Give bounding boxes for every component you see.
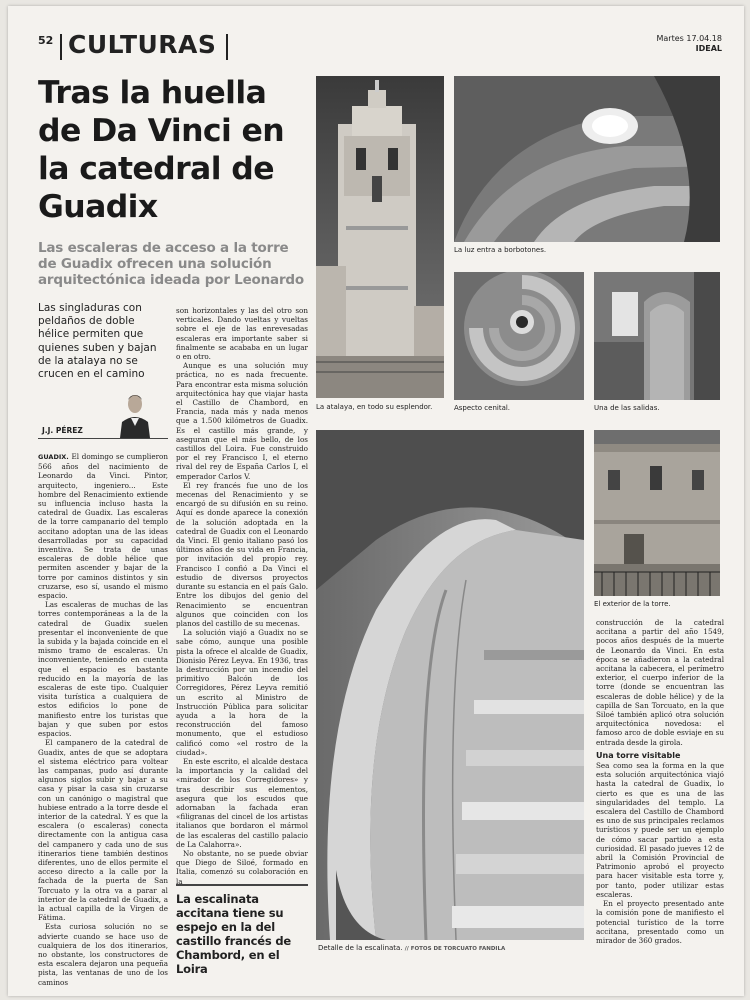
paragraph: En el proyecto presentado ante la comisión pone de manifiesto el potencial turístico de la torre accitana, presentado como un mirador de 360 grados. — [596, 899, 724, 945]
header-divider — [60, 34, 62, 60]
paragraph: construcción de la catedral accitana a partir del año 1549, pocos años después de la muerte de Leonardo da Vinci. En esta época se añadieron a la catedral accitana la cabecera, el perímetro exterior, el cuerpo inferior de la torre (donde se encuentran las escaleras de doble hélice) y de la capilla de San Torcuato, en la que Siloé también aplicó otra solución arquitectónica novedosa: el famoso arco de doble esviaje en su entrada desde la girola. — [596, 618, 724, 747]
issue-date: Martes 17.04.18 — [656, 34, 722, 43]
author-byline: J.J. PÉREZ — [42, 426, 83, 435]
issue-info — [657, 34, 723, 54]
paragraph: En este escrito, el alcalde destaca la importancia y la calidad del «mirador de los Corregidores» y tras describir sus elementos, asegura que los escudos que adornaban la fachada eran «filigranas del cincel de los artistas italianos que bordaron el mármol de las escaleras del castillo palacio de La Calahorra». — [176, 756, 308, 849]
page-number: 52 — [38, 34, 54, 47]
staircase-photo — [316, 430, 584, 940]
photo-caption: Aspecto cenital. — [454, 404, 511, 412]
tower-photo — [316, 76, 444, 398]
light-photo — [454, 76, 720, 242]
header-divider — [226, 34, 228, 60]
photo-caption: La luz entra a borbotones. — [454, 246, 547, 254]
exterior-photo — [594, 430, 720, 596]
paragraph: El campanero de la catedral de Guadix, antes de que se adoptara el sistema eléctrico para voltear las campanas, pudo así durante algunos siglos subir y bajar a su casa y pisar la casa sin cruzarse con un canónigo o magistral que hubiese entrado a la torre desde el interior de la catedral. Y es que la escalera (o escaleras) conecta directamente con la antigua casa del campanero y cada uno de sus itinerarios tiene también destinos diferentes, uno de ellos permite el acceso directo a la calle por la fachada de la puerta de San Torcuato y la otra va a parar al interior de la catedral de Guadix, a la actual capilla de la Virgen de Fátima. — [38, 738, 168, 923]
paragraph: El rey francés fue uno de los mecenas del Renacimiento y se encargó de su difusión en su reino. Aquí es donde aparece la conexión de la solución adoptada en la catedral de Guadix con el Leonardo da Vinci. El genio italiano pasó los últimos años de su vida en Francia, por invitación del propio rey. Francisco I confió a Da Vinci el estudio de diversos proyectos durante su estancia en el país Galo. Entre los dibujos del genio del Renacimiento se encuentran algunos que coinciden con los planos del castillo de su mecenas. — [176, 480, 308, 628]
caption-text: Detalle de la escalinata. — [318, 944, 403, 952]
paragraph: Sea como sea la forma en la que esta solución arquitectónica viajó hasta la catedral de Guadix, lo cierto es que es una de las singularidades del templo. La escalera del Castillo de Chambord es uno de sus principales reclamos turísticos y puede ser un ejemplo de cómo sacar partido a esta curiosidad. El pasado jueves 12 de abril la Comisión Provincial de Patrimonio aprobó el proyecto para hacer visitable esta torre y, por tanto, poder utilizar estas escaleras. — [596, 761, 724, 899]
article-column-3 — [596, 618, 724, 945]
section-title: CULTURAS — [68, 30, 217, 59]
paragraph: No obstante, no se puede obviar que Diego de Siloé, formado en Italia, comenzó su colaboración en la — [176, 848, 308, 886]
paragraph: Esta curiosa solución no se advierte cuando se hace uso de cualquiera de los dos itinerarios, no obstante, los constructores de esta escalera dejaron una pequeña pista, las ventanas de uno de los caminos — [38, 922, 168, 987]
photo-caption: Una de las salidas. — [594, 404, 660, 412]
dateline: GUADIX. — [38, 453, 69, 461]
subheadline: Las escaleras de acceso a la torre de Guadix ofrecen una solución arquitectónica ideada por Leonardo — [38, 240, 304, 288]
paragraph: Las escaleras de muchas de las torres contemporáneas a la de la catedral de Guadix suelen presentar el inconveniente de que la subida y la bajada coincide en el mismo tramo de escaleras. Un inconveniente, teniendo en cuenta que el espacio es bastante reducido en la mayoría de las escaleras de este tipo. Cualquier visita turística a cualquiera de estos edificios lo pone de manifiesto entre los turistas que bajan y que suben por estos espacios. — [38, 600, 168, 739]
author-photo — [118, 382, 152, 438]
pull-quote: La escalinata accitana tiene su espejo en la del castillo francés de Chambord, en el Loira — [176, 884, 308, 976]
photo-caption — [318, 944, 505, 952]
section-subtitle: Una torre visitable — [596, 750, 681, 760]
article-column-2 — [176, 306, 308, 886]
photo-credit: // FOTOS DE TORCUATO FANDILA — [404, 946, 506, 952]
zenith-photo — [454, 272, 584, 400]
byline-rule — [38, 438, 168, 439]
paragraph: GUADIX. El domingo se cumplieron 566 años del nacimiento de Leonardo da Vinci. Pintor, arquitecto, ingeniero... Este hombre del Renacimiento extiende su influencia incluso hasta la catedral de Guadix. Las escaleras de la torre campanario del templo accitano adoptan una de las ideas desarrolladas por su capacidad inventiva. Se trata de unas escaleras de doble hélice que permiten ascender y bajar de la torre por caminos distintos y sin cruzarse, eso sí, usando el mismo espacio. — [38, 452, 168, 601]
headline: Tras la huella de Da Vinci en la catedral de Guadix — [38, 75, 285, 225]
paragraph: La solución viajó a Guadix no se sabe cómo, aunque una posible pista la ofrece el alcalde de Guadix, Dionisio Pérez Leyva. En 1936, tras la destrucción por un incendio del primitivo Balcón de los Corregidores, Pérez Leyva remitió un escrito al Ministro de Instrucción Pública para solicitar ayuda a la hora de la reconstrucción del famoso monumento, que el estudioso calificó como «el rostro de la ciudad». — [176, 628, 308, 757]
paragraph: Aunque es una solución muy práctica, no es nada frecuente. Para encontrar esta misma solución arquitectónica hay que viajar hasta el Castillo de Chambord, en Francia, nada más y nada menos que a 1.500 kilómetros de Guadix. Es el castillo más grande, y aseguran que el más bello, de los castillos del Loira. Fue construido por el rey Francisco I, el eterno rival del rey de España Carlos I, el emperador Carlos V. — [176, 361, 308, 481]
exit-photo — [594, 272, 720, 400]
article-column-1 — [38, 452, 168, 987]
paragraph: son horizontales y las del otro son verticales. Dando vueltas y vueltas sobre el eje de las enrevesadas escaleras era importante saber si finalmente se acababa en un lugar o en otro. — [176, 306, 308, 362]
photo-caption: El exterior de la torre. — [594, 600, 671, 608]
publication-name: IDEAL — [695, 44, 722, 53]
lead-text: Las singladuras con peldaños de doble hélice permiten que quienes suben y bajan de la atalaya no se crucen en el camino — [38, 302, 157, 381]
photo-caption: La atalaya, en todo su esplendor. — [316, 403, 433, 411]
